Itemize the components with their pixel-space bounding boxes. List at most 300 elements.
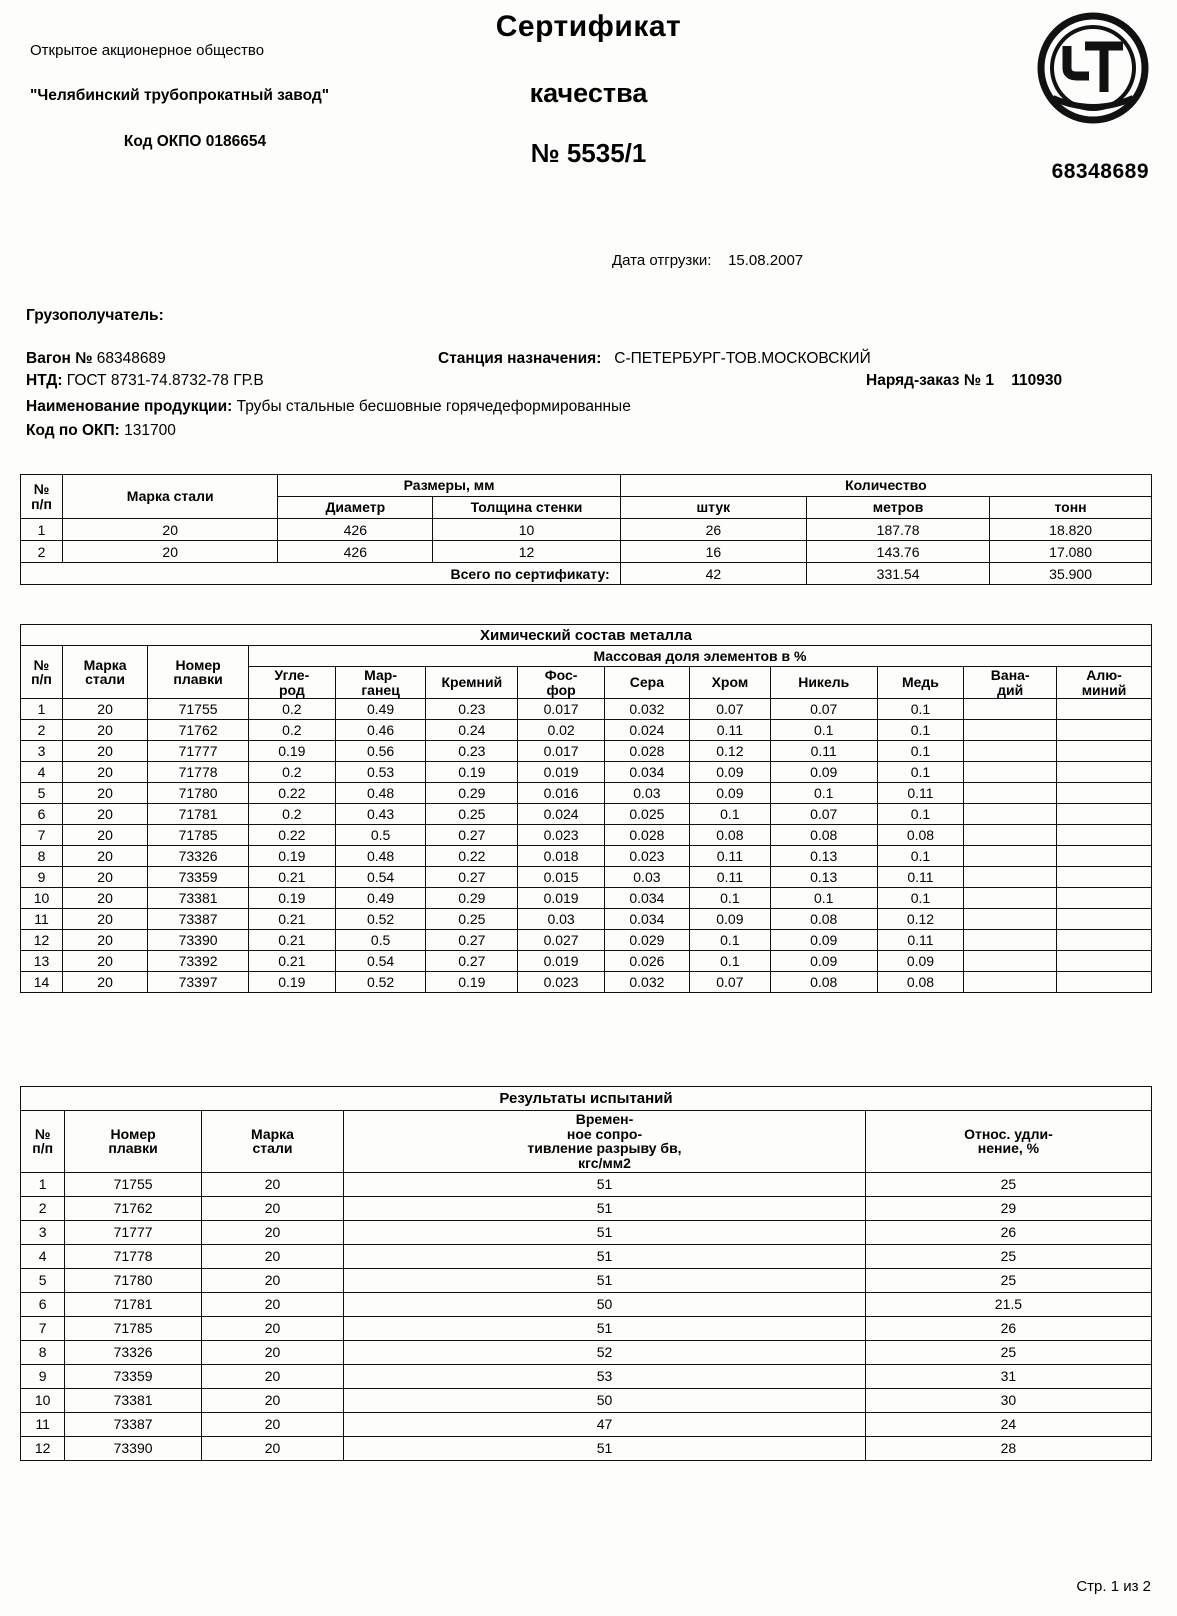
cell-heat: 71780 [65, 1268, 202, 1292]
cell-nickel: 0.09 [770, 762, 877, 783]
cell-aluminium [1057, 741, 1152, 762]
table-row [21, 741, 1152, 762]
cell-elongation: 28 [865, 1436, 1151, 1460]
cell-silicon: 0.23 [426, 699, 518, 720]
col-tensile-strength: Времен- ное сопро- тивление разрыву бв, кгс/мм2 [344, 1111, 866, 1173]
cell-no: 3 [21, 741, 63, 762]
cell-heat: 73390 [65, 1436, 202, 1460]
cell-nickel: 0.09 [770, 951, 877, 972]
cell-carbon: 0.21 [248, 867, 335, 888]
cell-phosphorus: 0.024 [518, 804, 605, 825]
ntd-row [26, 372, 264, 390]
cell-carbon: 0.19 [248, 972, 335, 993]
table-row [21, 888, 1152, 909]
cell-grade: 20 [62, 804, 147, 825]
table-row [21, 1172, 1152, 1196]
cell-carbon: 0.22 [248, 825, 335, 846]
cell-copper: 0.1 [877, 846, 964, 867]
table-row [21, 783, 1152, 804]
cell-tensile: 51 [344, 1244, 866, 1268]
cell-heat: 73390 [148, 930, 249, 951]
consignee-label: Грузополучатель: [26, 307, 164, 324]
cell-copper: 0.1 [877, 699, 964, 720]
cell-vanadium [964, 804, 1057, 825]
results-table-title: Результаты испытаний [21, 1087, 1152, 1111]
cell-chromium: 0.12 [689, 741, 770, 762]
table-row [21, 1316, 1152, 1340]
company-logo-icon [1037, 12, 1149, 124]
table-title-row [21, 625, 1152, 646]
col-phosphorus: Фос- фор [518, 667, 605, 699]
cell-no: 5 [21, 783, 63, 804]
cell-manganese: 0.49 [335, 888, 426, 909]
cell-grade: 20 [201, 1412, 343, 1436]
cell-elongation: 25 [865, 1340, 1151, 1364]
cell-no: 9 [21, 867, 63, 888]
col-tons: тонн [990, 497, 1152, 519]
cell-vanadium [964, 783, 1057, 804]
cell-chromium: 0.1 [689, 930, 770, 951]
certificate-number: № 5535/1 [530, 138, 647, 168]
cell-grade: 20 [201, 1244, 343, 1268]
table-row [21, 867, 1152, 888]
cell-silicon: 0.27 [426, 867, 518, 888]
cell-aluminium [1057, 930, 1152, 951]
cell-manganese: 0.56 [335, 741, 426, 762]
cell-no: 1 [21, 519, 63, 541]
cell-carbon: 0.21 [248, 951, 335, 972]
table-row [21, 930, 1152, 951]
col-pieces: штук [620, 497, 806, 519]
cell-elongation: 29 [865, 1196, 1151, 1220]
cell-heat: 71785 [148, 825, 249, 846]
product-label: Наименование продукции: [26, 398, 233, 415]
cell-grade: 20 [62, 762, 147, 783]
cell-nickel: 0.08 [770, 972, 877, 993]
cell-grade: 20 [62, 972, 147, 993]
test-results-table [20, 1086, 1152, 1461]
cell-nickel: 0.1 [770, 783, 877, 804]
cell-chromium: 0.1 [689, 951, 770, 972]
order-row [866, 372, 1062, 390]
table-row [21, 720, 1152, 741]
cell-heat: 73392 [148, 951, 249, 972]
cell-vanadium [964, 888, 1057, 909]
cell-carbon: 0.2 [248, 720, 335, 741]
cell-vanadium [964, 909, 1057, 930]
cell-aluminium [1057, 888, 1152, 909]
cell-silicon: 0.27 [426, 930, 518, 951]
cell-chromium: 0.1 [689, 804, 770, 825]
cell-manganese: 0.54 [335, 867, 426, 888]
cell-tensile: 51 [344, 1196, 866, 1220]
station-label: Станция назначения: [438, 350, 602, 367]
page-title: Сертификат [495, 10, 682, 43]
cell-manganese: 0.54 [335, 951, 426, 972]
order-value-2: 110930 [1011, 372, 1063, 389]
cell-pieces: 16 [620, 541, 806, 563]
cell-grade: 20 [201, 1268, 343, 1292]
product-value: Трубы стальные бесшовные горячедеформированные [236, 398, 631, 415]
order-value: 1 [985, 372, 995, 389]
cell-sulfur: 0.028 [604, 825, 689, 846]
cell-vanadium [964, 720, 1057, 741]
col-steel-grade: Марка стали [201, 1111, 343, 1173]
table-row [21, 1220, 1152, 1244]
cell-elongation: 25 [865, 1244, 1151, 1268]
cell-tensile: 52 [344, 1340, 866, 1364]
cell-aluminium [1057, 720, 1152, 741]
cell-tensile: 51 [344, 1316, 866, 1340]
cell-heat: 73397 [148, 972, 249, 993]
cell-chromium: 0.08 [689, 825, 770, 846]
total-meters: 331.54 [806, 563, 989, 585]
col-wall: Толщина стенки [433, 497, 620, 519]
organization-block [30, 42, 450, 151]
cell-aluminium [1057, 699, 1152, 720]
cell-no: 7 [21, 1316, 65, 1340]
page-number: Стр. 1 из 2 [1076, 1578, 1151, 1595]
cell-no: 4 [21, 1244, 65, 1268]
table-row [21, 846, 1152, 867]
cell-no: 11 [21, 909, 63, 930]
cell-sulfur: 0.028 [604, 741, 689, 762]
table-row [21, 1244, 1152, 1268]
cell-grade: 20 [62, 930, 147, 951]
cell-grade: 20 [63, 519, 278, 541]
cell-phosphorus: 0.015 [518, 867, 605, 888]
cell-chromium: 0.09 [689, 909, 770, 930]
cell-copper: 0.08 [877, 972, 964, 993]
cell-carbon: 0.19 [248, 888, 335, 909]
cell-heat: 73381 [148, 888, 249, 909]
cell-elongation: 25 [865, 1268, 1151, 1292]
cell-grade: 20 [62, 720, 147, 741]
cell-copper: 0.09 [877, 951, 964, 972]
cell-silicon: 0.24 [426, 720, 518, 741]
cell-tons: 18.820 [990, 519, 1152, 541]
col-steel-grade: Марка стали [63, 475, 278, 519]
cell-no: 8 [21, 846, 63, 867]
col-carbon: Угле- род [248, 667, 335, 699]
col-aluminium: Алю- миний [1057, 667, 1152, 699]
cell-heat: 71755 [65, 1172, 202, 1196]
table-row [21, 825, 1152, 846]
cell-nickel: 0.07 [770, 699, 877, 720]
table-total-row [21, 563, 1152, 585]
cell-elongation: 21.5 [865, 1292, 1151, 1316]
cell-copper: 0.1 [877, 762, 964, 783]
cell-copper: 0.11 [877, 867, 964, 888]
cell-grade: 20 [201, 1196, 343, 1220]
cell-meters: 187.78 [806, 519, 989, 541]
cell-tensile: 51 [344, 1268, 866, 1292]
cell-aluminium [1057, 951, 1152, 972]
cell-diameter: 426 [278, 519, 433, 541]
cell-copper: 0.11 [877, 930, 964, 951]
cell-tensile: 47 [344, 1412, 866, 1436]
cell-carbon: 0.22 [248, 783, 335, 804]
cell-heat: 71755 [148, 699, 249, 720]
cell-tensile: 50 [344, 1292, 866, 1316]
col-copper: Медь [877, 667, 964, 699]
cell-phosphorus: 0.016 [518, 783, 605, 804]
cell-copper: 0.1 [877, 741, 964, 762]
col-chromium: Хром [689, 667, 770, 699]
cell-phosphorus: 0.02 [518, 720, 605, 741]
cell-no: 13 [21, 951, 63, 972]
col-no: № п/п [21, 475, 63, 519]
cell-sulfur: 0.03 [604, 783, 689, 804]
cell-no: 8 [21, 1340, 65, 1364]
cell-grade: 20 [62, 888, 147, 909]
cell-chromium: 0.11 [689, 720, 770, 741]
col-no: № п/п [21, 1111, 65, 1173]
cell-phosphorus: 0.023 [518, 972, 605, 993]
col-heat-number: Номер плавки [148, 646, 249, 699]
cell-chromium: 0.09 [689, 762, 770, 783]
cell-manganese: 0.53 [335, 762, 426, 783]
table-row [21, 1292, 1152, 1316]
cell-manganese: 0.46 [335, 720, 426, 741]
col-heat-number: Номер плавки [65, 1111, 202, 1173]
wagon-row [26, 350, 166, 368]
cell-aluminium [1057, 783, 1152, 804]
cell-elongation: 24 [865, 1412, 1151, 1436]
cell-chromium: 0.11 [689, 867, 770, 888]
cell-nickel: 0.07 [770, 804, 877, 825]
cell-grade: 20 [62, 909, 147, 930]
col-meters: метров [806, 497, 989, 519]
cell-heat: 71778 [148, 762, 249, 783]
wagon-value: 68348689 [96, 350, 166, 367]
cell-heat: 73387 [148, 909, 249, 930]
table-row [21, 1196, 1152, 1220]
cell-carbon: 0.2 [248, 804, 335, 825]
cell-phosphorus: 0.023 [518, 825, 605, 846]
col-diameter: Диаметр [278, 497, 433, 519]
cell-heat: 73326 [65, 1340, 202, 1364]
cell-grade: 20 [62, 825, 147, 846]
cell-grade: 20 [201, 1316, 343, 1340]
table-row [21, 804, 1152, 825]
cell-grade: 20 [62, 699, 147, 720]
cell-nickel: 0.1 [770, 720, 877, 741]
cell-vanadium [964, 951, 1057, 972]
cell-grade: 20 [201, 1388, 343, 1412]
table-header-row [21, 1111, 1152, 1173]
cell-heat: 71778 [65, 1244, 202, 1268]
total-tons: 35.900 [990, 563, 1152, 585]
cell-grade: 20 [62, 783, 147, 804]
cell-elongation: 30 [865, 1388, 1151, 1412]
table-row [21, 519, 1152, 541]
col-quantity: Количество [620, 475, 1151, 497]
cell-heat: 71777 [148, 741, 249, 762]
cell-vanadium [964, 867, 1057, 888]
table-row [21, 762, 1152, 783]
cell-silicon: 0.25 [426, 909, 518, 930]
cell-aluminium [1057, 804, 1152, 825]
cell-tensile: 51 [344, 1436, 866, 1460]
cell-no: 12 [21, 1436, 65, 1460]
cell-nickel: 0.1 [770, 888, 877, 909]
okp-label: Код по ОКП: [26, 422, 120, 439]
col-vanadium: Вана- дий [964, 667, 1057, 699]
cell-grade: 20 [62, 867, 147, 888]
cell-vanadium [964, 825, 1057, 846]
cell-no: 10 [21, 888, 63, 909]
cell-grade: 20 [201, 1340, 343, 1364]
cell-silicon: 0.29 [426, 888, 518, 909]
cell-copper: 0.08 [877, 825, 964, 846]
cell-silicon: 0.25 [426, 804, 518, 825]
total-label: Всего по сертификату: [21, 563, 621, 585]
cell-no: 2 [21, 720, 63, 741]
cell-elongation: 26 [865, 1316, 1151, 1340]
col-no: № п/п [21, 646, 63, 699]
cell-grade: 20 [201, 1292, 343, 1316]
cell-chromium: 0.07 [689, 699, 770, 720]
cell-aluminium [1057, 972, 1152, 993]
cell-nickel: 0.11 [770, 741, 877, 762]
cell-sulfur: 0.03 [604, 867, 689, 888]
cell-tons: 17.080 [990, 541, 1152, 563]
cell-grade: 20 [201, 1364, 343, 1388]
cell-vanadium [964, 762, 1057, 783]
cell-copper: 0.1 [877, 804, 964, 825]
cell-tensile: 51 [344, 1172, 866, 1196]
cell-no: 2 [21, 1196, 65, 1220]
cell-tensile: 53 [344, 1364, 866, 1388]
cell-no: 6 [21, 804, 63, 825]
cell-elongation: 26 [865, 1220, 1151, 1244]
cell-phosphorus: 0.019 [518, 951, 605, 972]
cell-carbon: 0.2 [248, 762, 335, 783]
cell-phosphorus: 0.018 [518, 846, 605, 867]
table-row [21, 1268, 1152, 1292]
chemical-composition-table [20, 624, 1152, 993]
cell-copper: 0.1 [877, 720, 964, 741]
okp-value: 131700 [124, 422, 176, 439]
cell-no: 7 [21, 825, 63, 846]
cell-no: 12 [21, 930, 63, 951]
cell-heat: 73359 [65, 1364, 202, 1388]
ntd-label: НТД: [26, 372, 63, 389]
cell-silicon: 0.23 [426, 741, 518, 762]
cell-vanadium [964, 846, 1057, 867]
cell-grade: 20 [201, 1220, 343, 1244]
table-header-row [21, 475, 1152, 497]
col-sulfur: Сера [604, 667, 689, 699]
wagon-big-number: 68348689 [1051, 160, 1149, 183]
cell-vanadium [964, 741, 1057, 762]
cell-heat: 73381 [65, 1388, 202, 1412]
station-value: С-ПЕТЕРБУРГ-ТОВ.МОСКОВСКИЙ [614, 350, 871, 367]
cell-no: 1 [21, 1172, 65, 1196]
cell-heat: 73359 [148, 867, 249, 888]
shipping-date-value: 15.08.2007 [728, 252, 804, 269]
cell-nickel: 0.08 [770, 909, 877, 930]
col-manganese: Мар- ганец [335, 667, 426, 699]
organization-name: "Челябинский трубопрокатный завод" [30, 87, 330, 104]
col-dimensions: Размеры, мм [278, 475, 620, 497]
cell-chromium: 0.07 [689, 972, 770, 993]
cell-elongation: 31 [865, 1364, 1151, 1388]
cell-phosphorus: 0.027 [518, 930, 605, 951]
cell-manganese: 0.48 [335, 846, 426, 867]
cell-carbon: 0.2 [248, 699, 335, 720]
cell-chromium: 0.09 [689, 783, 770, 804]
cell-pieces: 26 [620, 519, 806, 541]
cell-chromium: 0.1 [689, 888, 770, 909]
cell-vanadium [964, 930, 1057, 951]
cell-nickel: 0.13 [770, 846, 877, 867]
table-row [21, 951, 1152, 972]
cell-copper: 0.12 [877, 909, 964, 930]
cell-heat: 71762 [65, 1196, 202, 1220]
cell-heat: 71785 [65, 1316, 202, 1340]
table-row [21, 1364, 1152, 1388]
table-row [21, 909, 1152, 930]
cell-manganese: 0.5 [335, 930, 426, 951]
cell-no: 4 [21, 762, 63, 783]
cell-no: 14 [21, 972, 63, 993]
cell-heat: 71781 [65, 1292, 202, 1316]
product-row [26, 398, 631, 416]
okp-row [26, 422, 176, 440]
cell-heat: 71762 [148, 720, 249, 741]
cell-grade: 20 [201, 1436, 343, 1460]
cell-copper: 0.1 [877, 888, 964, 909]
shipping-date-label: Дата отгрузки: [612, 252, 712, 269]
cell-manganese: 0.52 [335, 909, 426, 930]
cell-wall: 10 [433, 519, 620, 541]
page-subtitle: качества [529, 78, 648, 108]
cell-grade: 20 [62, 951, 147, 972]
ntd-value: ГОСТ 8731-74.8732-78 ГР.В [66, 372, 264, 389]
cell-heat: 71781 [148, 804, 249, 825]
cell-grade: 20 [62, 846, 147, 867]
cell-silicon: 0.22 [426, 846, 518, 867]
cell-aluminium [1057, 867, 1152, 888]
order-label: Наряд-заказ № [866, 372, 982, 389]
cell-sulfur: 0.026 [604, 951, 689, 972]
table-row [21, 541, 1152, 563]
cell-copper: 0.11 [877, 783, 964, 804]
table-row [21, 1340, 1152, 1364]
col-steel-grade: Марка стали [62, 646, 147, 699]
cell-vanadium [964, 972, 1057, 993]
cell-manganese: 0.49 [335, 699, 426, 720]
table-row [21, 699, 1152, 720]
cell-grade: 20 [62, 741, 147, 762]
cell-grade: 20 [63, 541, 278, 563]
cell-no: 2 [21, 541, 63, 563]
cell-phosphorus: 0.03 [518, 909, 605, 930]
cell-elongation: 25 [865, 1172, 1151, 1196]
cell-grade: 20 [201, 1172, 343, 1196]
cell-meters: 143.76 [806, 541, 989, 563]
cell-sulfur: 0.034 [604, 762, 689, 783]
cell-sulfur: 0.032 [604, 972, 689, 993]
cell-aluminium [1057, 825, 1152, 846]
cell-aluminium [1057, 846, 1152, 867]
cell-sulfur: 0.024 [604, 720, 689, 741]
cell-no: 3 [21, 1220, 65, 1244]
cell-no: 1 [21, 699, 63, 720]
cell-vanadium [964, 699, 1057, 720]
